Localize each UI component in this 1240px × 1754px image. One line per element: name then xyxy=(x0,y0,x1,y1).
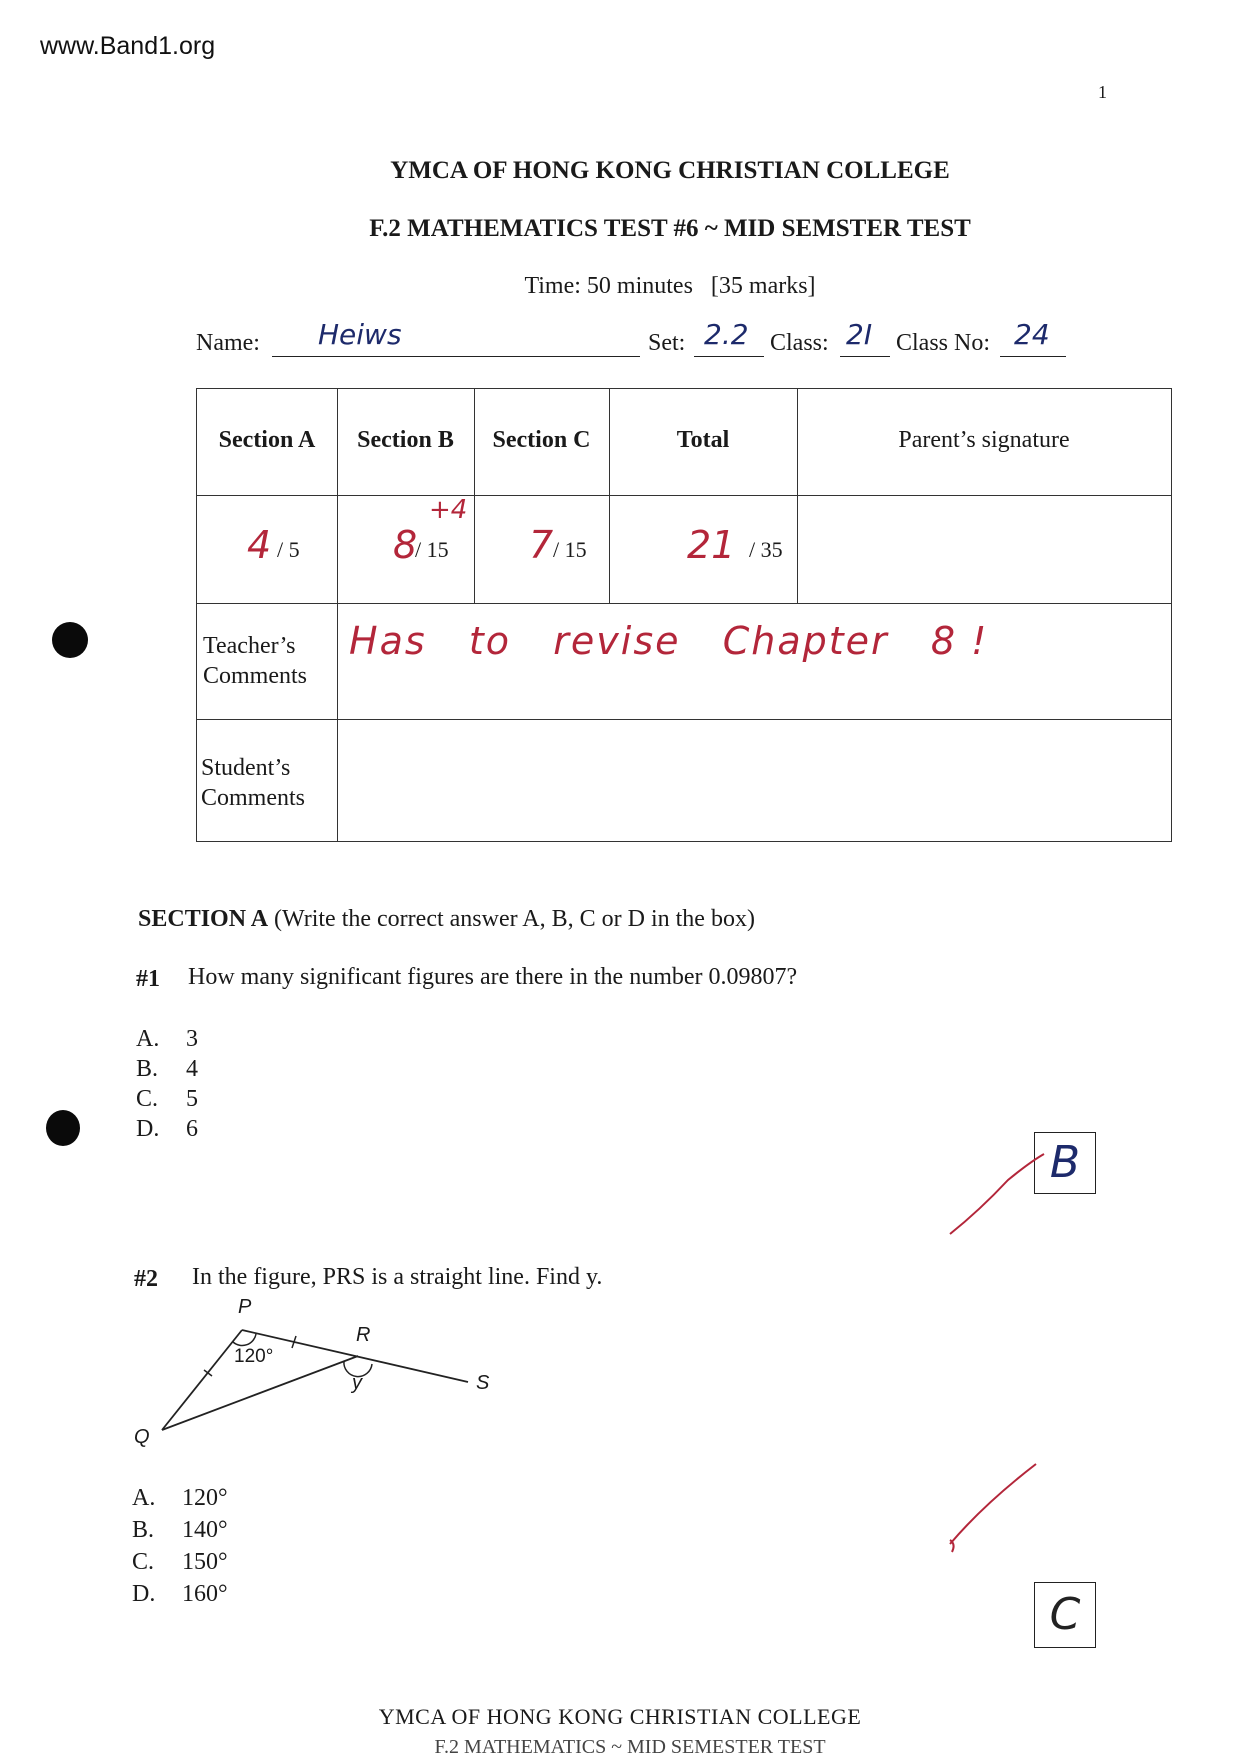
table-row-divider xyxy=(197,495,1171,496)
student-comments-label xyxy=(201,753,305,813)
name-value[interactable]: Heiws xyxy=(318,318,402,351)
option-letter: D. xyxy=(132,1581,156,1607)
option-text: 150° xyxy=(182,1549,228,1575)
question-2-options xyxy=(132,1482,228,1610)
student-label-line-2: Comments xyxy=(201,785,306,811)
score-total: 21 xyxy=(687,523,736,567)
option-c xyxy=(132,1546,228,1578)
table-row-divider xyxy=(197,603,1171,604)
teacher-comment-text: Has to revise Chapter 8 ! xyxy=(349,619,989,663)
option-text: 6 xyxy=(186,1116,198,1142)
figure-label-p: P xyxy=(238,1296,252,1318)
class-value[interactable]: 2I xyxy=(846,318,873,351)
score-section-b: 8 xyxy=(393,523,418,567)
option-a xyxy=(132,1482,228,1514)
section-a-instructions: (Write the correct answer A, B, C or D in the box) xyxy=(274,906,755,932)
figure-label-s: S xyxy=(476,1372,490,1394)
figure-y-label: y xyxy=(352,1372,362,1394)
student-label-line-1: Student’s xyxy=(201,755,291,781)
watermark-text: www.Band1.org xyxy=(40,32,216,60)
section-a-heading xyxy=(138,906,755,933)
triangle-figure xyxy=(130,1296,510,1456)
set-value[interactable]: 2.2 xyxy=(704,318,749,351)
class-label: Class: xyxy=(770,330,829,356)
question-1-number: #1 xyxy=(136,966,160,992)
table-col-divider xyxy=(797,389,798,603)
option-letter: C. xyxy=(136,1086,159,1112)
name-label: Name: xyxy=(196,330,260,356)
table-col-divider xyxy=(474,389,475,603)
question-1-answer: B xyxy=(1049,1137,1081,1188)
option-letter: D. xyxy=(136,1116,160,1142)
option-a xyxy=(136,1024,198,1054)
figure-angle-label: 120° xyxy=(234,1346,274,1367)
out-of-total: / 35 xyxy=(749,537,783,562)
option-text: 5 xyxy=(186,1086,198,1112)
figure-label-r: R xyxy=(356,1324,371,1346)
option-letter: C. xyxy=(132,1549,155,1575)
score-table xyxy=(196,388,1172,842)
name-underline xyxy=(272,356,640,357)
question-2-answer: C xyxy=(1049,1589,1081,1640)
option-letter: B. xyxy=(136,1056,159,1082)
teacher-comments-label xyxy=(203,631,307,691)
option-letter: A. xyxy=(136,1026,160,1052)
footer-school: YMCA OF HONG KONG CHRISTIAN COLLEGE xyxy=(378,1704,862,1729)
option-text: 120° xyxy=(182,1485,228,1511)
out-of-section-c: / 15 xyxy=(553,537,587,562)
punch-hole xyxy=(46,1110,80,1146)
class-no-label: Class No: xyxy=(896,330,991,356)
option-b xyxy=(132,1514,228,1546)
score-section-b-bonus: +4 xyxy=(429,495,468,525)
score-section-c: 7 xyxy=(529,523,554,567)
tick-mark-icon xyxy=(944,1460,1044,1556)
section-a-title: SECTION A xyxy=(138,906,269,932)
header-parent-signature: Parent’s signature xyxy=(898,427,1070,453)
set-underline xyxy=(694,356,764,357)
header-section-a: Section A xyxy=(218,427,316,453)
footer-cut-line: F.2 MATHEMATICS ~ MID SEMESTER TEST xyxy=(434,1736,826,1754)
table-row-divider xyxy=(197,719,1171,720)
header-total: Total xyxy=(676,427,730,453)
option-b xyxy=(136,1054,198,1084)
option-d xyxy=(136,1114,198,1144)
question-2-answer-box[interactable] xyxy=(1034,1582,1096,1648)
score-section-a: 4 xyxy=(247,523,272,567)
option-text: 3 xyxy=(186,1026,198,1052)
header-section-c: Section C xyxy=(492,427,591,453)
set-label: Set: xyxy=(648,330,686,356)
test-title: F.2 MATHEMATICS TEST #6 ~ MID SEMSTER TEST xyxy=(369,215,971,242)
figure-label-q: Q xyxy=(134,1426,150,1448)
class-no-underline xyxy=(1000,356,1066,357)
question-2-number: #2 xyxy=(134,1266,158,1292)
school-title: YMCA OF HONG KONG CHRISTIAN COLLEGE xyxy=(390,157,950,184)
class-no-value[interactable]: 24 xyxy=(1014,318,1050,351)
question-1-options xyxy=(136,1024,198,1144)
option-text: 4 xyxy=(186,1056,198,1082)
table-col-divider xyxy=(609,389,610,603)
option-text: 160° xyxy=(182,1581,228,1607)
table-col-divider xyxy=(337,389,338,841)
out-of-section-b: / 15 xyxy=(415,537,449,562)
option-c xyxy=(136,1084,198,1114)
class-underline xyxy=(840,356,890,357)
header-section-b: Section B xyxy=(357,427,454,453)
time-and-marks: Time: 50 minutes [35 marks] xyxy=(524,273,816,299)
page-number: 1 xyxy=(1098,82,1107,102)
option-letter: B. xyxy=(132,1517,155,1543)
out-of-section-a: / 5 xyxy=(277,537,300,562)
tick-mark-icon xyxy=(940,1150,1050,1240)
option-letter: A. xyxy=(132,1485,156,1511)
punch-hole xyxy=(52,622,88,658)
option-text: 140° xyxy=(182,1517,228,1543)
teacher-label-line-1: Teacher’s xyxy=(203,633,296,659)
question-2-text: In the figure, PRS is a straight line. Find y. xyxy=(192,1264,603,1290)
teacher-label-line-2: Comments xyxy=(203,663,308,689)
option-d xyxy=(132,1578,228,1610)
question-1-text: How many significant figures are there in the number 0.09807? xyxy=(188,964,798,990)
